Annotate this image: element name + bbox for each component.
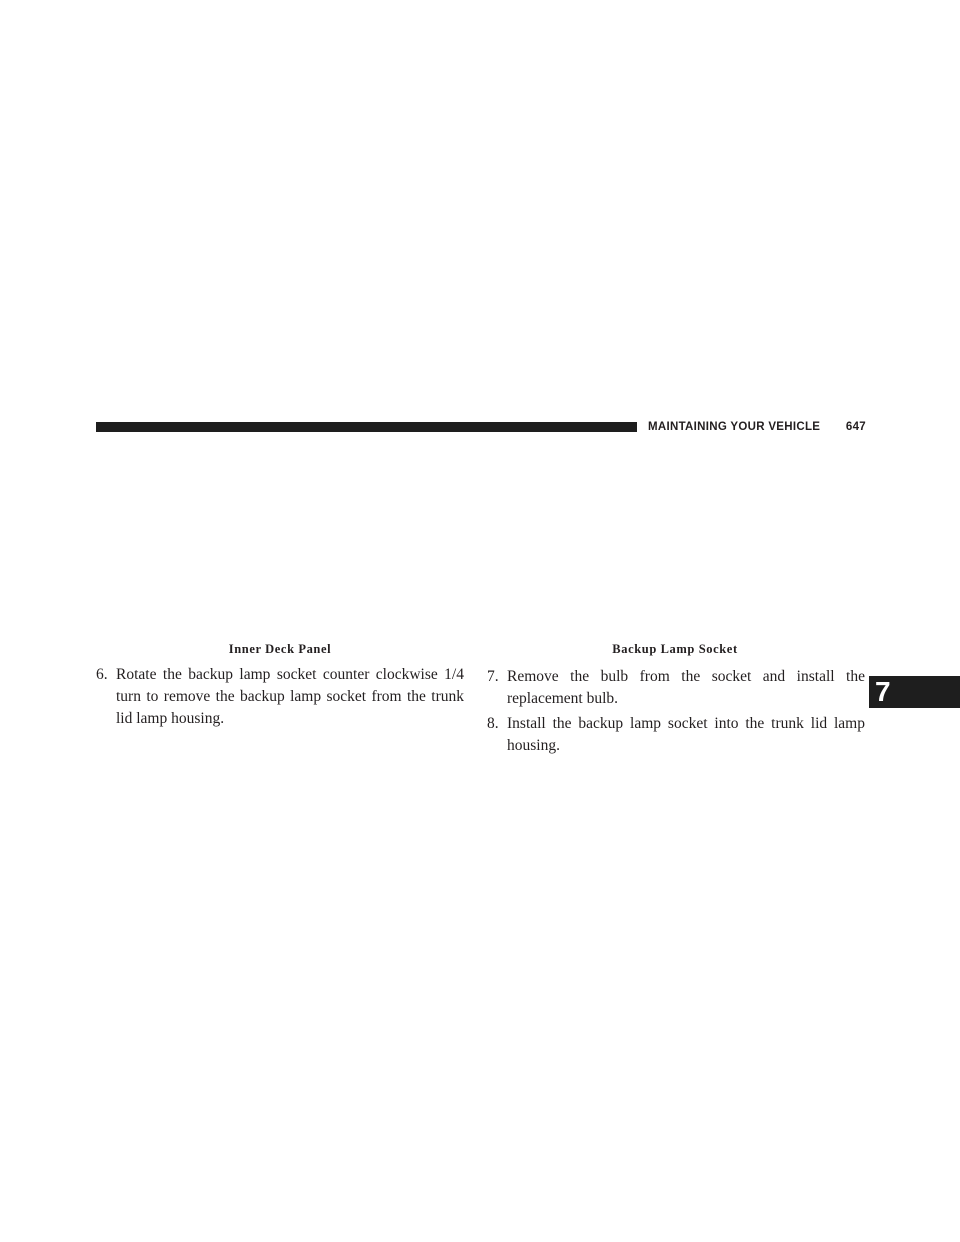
chapter-tab xyxy=(869,676,960,708)
header-rule xyxy=(96,422,637,432)
step-number: 8. xyxy=(487,715,499,732)
step-text: Rotate the backup lamp socket counter clockwise 1/4 turn to remove the backup lamp socket from the trunk lid lamp housing. xyxy=(116,666,464,727)
instruction-step xyxy=(487,713,865,757)
step-text: Remove the bulb from the socket and install the replacement bulb. xyxy=(507,668,865,707)
step-text: Install the backup lamp socket into the trunk lid lamp housing. xyxy=(507,715,865,754)
section-title: MAINTAINING YOUR VEHICLE xyxy=(648,421,821,433)
figure-caption-backup-lamp-socket: Backup Lamp Socket xyxy=(612,642,738,656)
instruction-step xyxy=(487,666,865,710)
chapter-number: 7 xyxy=(875,676,891,707)
step-number: 6. xyxy=(96,666,108,683)
step-number: 7. xyxy=(487,668,499,685)
page-number: 647 xyxy=(845,421,866,433)
instruction-step xyxy=(96,664,464,730)
figure-caption-inner-deck-panel: Inner Deck Panel xyxy=(228,642,332,656)
running-header xyxy=(648,419,866,435)
